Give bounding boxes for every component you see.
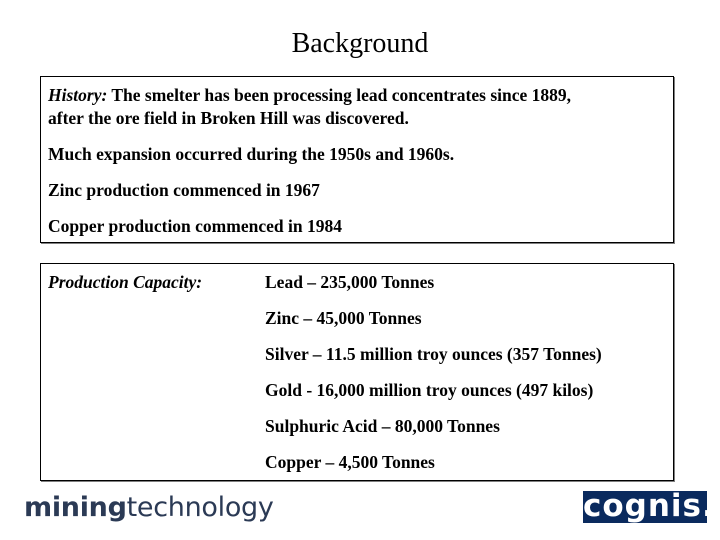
production-capacity-list [265,271,602,487]
history-line-1 [48,84,571,107]
capacity-item-sulphuric-acid: Sulphuric Acid – 80,000 Tonnes [265,416,500,436]
mining-logo-word: mining [24,492,127,523]
capacity-item-copper: Copper – 4,500 Tonnes [265,452,435,472]
cognis-logo-text: cognis. [583,488,715,524]
capacity-item-gold: Gold - 16,000 million troy ounces (497 kilos) [265,380,594,400]
history-line-2: after the ore field in Broken Hill was discovered. [48,108,409,128]
capacity-item-zinc: Zinc – 45,000 Tonnes [265,308,422,328]
history-label: History: [48,85,108,105]
history-box [40,76,674,243]
technology-logo-word: technology [126,492,274,523]
mining-technology-logo [24,490,274,526]
history-text-1: The smelter has been processing lead concentrates since 1889, [107,85,572,105]
capacity-item-lead: Lead – 235,000 Tonnes [265,272,435,292]
production-capacity-box [40,263,674,481]
history-expansion: Much expansion occurred during the 1950s and 1960s. [48,144,455,164]
cognis-logo [583,488,715,524]
capacity-item-silver: Silver – 11.5 million troy ounces (357 Tonnes) [265,344,602,364]
history-zinc: Zinc production commenced in 1967 [48,180,320,200]
production-capacity-label: Production Capacity: [48,272,203,292]
slide-title: Background [291,28,429,59]
history-copper: Copper production commenced in 1984 [48,216,342,236]
